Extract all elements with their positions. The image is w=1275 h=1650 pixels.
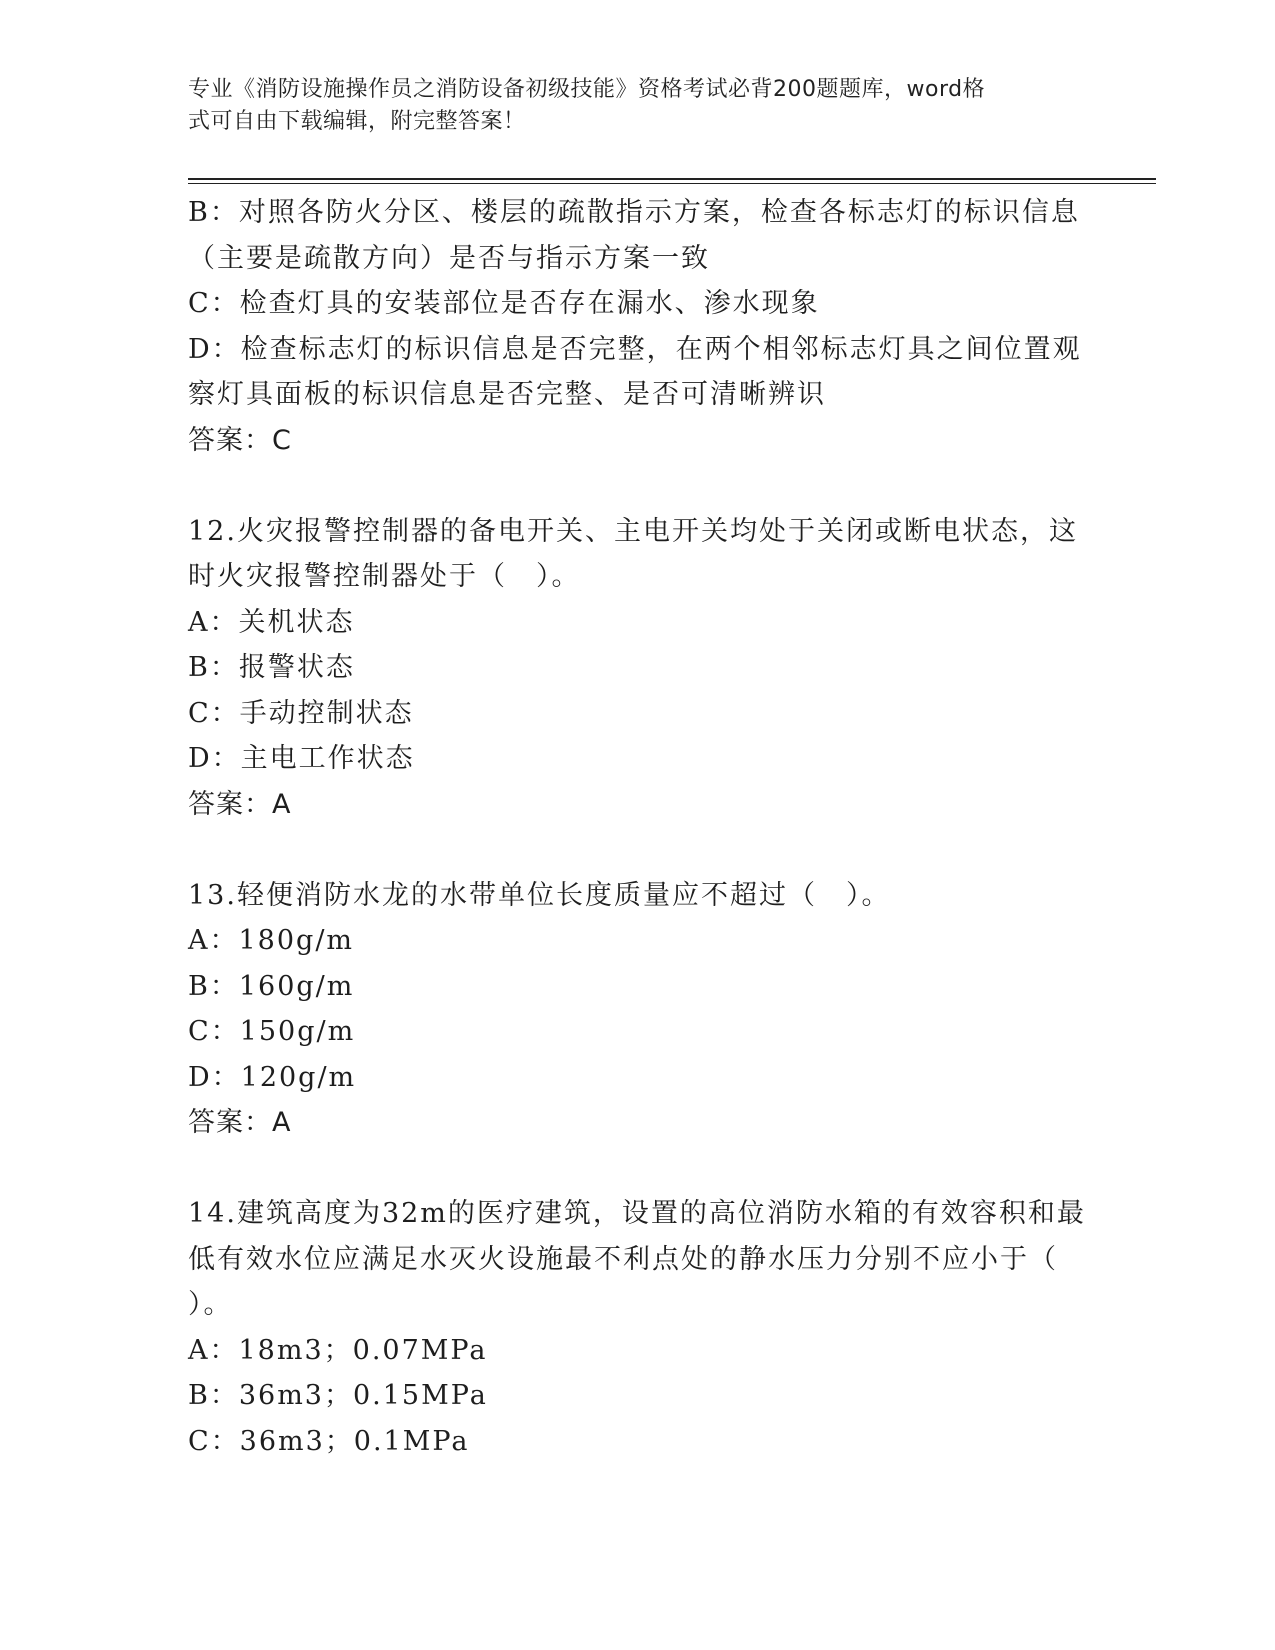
option-b-line-2: （主要是疏散方向）是否与指示方案一致: [188, 242, 710, 274]
option-c: C：检查灯具的安装部位是否存在漏水、渗水现象: [188, 288, 820, 319]
spacer: [188, 463, 1088, 509]
document-header: [188, 74, 1088, 138]
option-d-line-1: D：检查标志灯的标识信息是否完整，在两个相邻标志灯具之间位置观: [188, 333, 1082, 365]
option-d-line-2: 察灯具面板的标识信息是否完整、是否可清晰辨识: [188, 379, 826, 410]
header-line-1: 专业《消防设施操作员之消防设备初级技能》资格考试必背200题题库，word格: [188, 77, 986, 102]
option-c: C：36m3；0.1MPa: [188, 1425, 470, 1457]
option-d: D：主电工作状态: [188, 743, 415, 774]
option-b: B：报警状态: [188, 652, 355, 683]
answer: 答案：C: [188, 424, 292, 456]
question-stem-line-2: 低有效水位应满足水灭火设施最不利点处的静水压力分别不应小于（: [188, 1243, 1058, 1275]
question-stem-line-2: 时火灾报警控制器处于（ ）。: [188, 561, 581, 592]
spacer: [188, 827, 1088, 873]
header-line-2: 式可自由下载编辑，附完整答案！: [188, 109, 526, 134]
option-c: C：150g/m: [188, 1016, 356, 1047]
option-a: A：18m3；0.07MPa: [188, 1334, 488, 1366]
question-13: [188, 873, 1088, 1146]
question-list: [188, 190, 1088, 1464]
option-b: B：36m3；0.15MPa: [188, 1380, 488, 1411]
question-12: [188, 509, 1088, 828]
option-a: A：180g/m: [188, 925, 355, 956]
header-divider-thin: [188, 183, 1156, 184]
spacer: [188, 1146, 1088, 1192]
option-b: B：160g/m: [188, 970, 355, 1002]
question-stem-line-1: 14.建筑高度为32m的医疗建筑，设置的高位消防水箱的有效容积和最: [188, 1198, 1086, 1229]
option-c: C：手动控制状态: [188, 697, 414, 729]
question-stem-line-1: 12.火灾报警控制器的备电开关、主电开关均处于关闭或断电状态，这: [188, 515, 1078, 547]
header-divider-thick: [188, 178, 1156, 180]
option-b-line-1: B：对照各防火分区、楼层的疏散指示方案，检查各标志灯的标识信息: [188, 197, 1080, 228]
answer: 答案：A: [188, 788, 292, 820]
option-a: A：关机状态: [188, 606, 355, 638]
question-stem-line-3: ）。: [188, 1289, 233, 1320]
option-d: D：120g/m: [188, 1061, 357, 1093]
answer: 答案：A: [188, 1107, 292, 1138]
question-14: [188, 1191, 1088, 1464]
question-stem-line-1: 13.轻便消防水龙的水带单位长度质量应不超过（ ）。: [188, 879, 891, 911]
question-11-tail: [188, 190, 1088, 463]
